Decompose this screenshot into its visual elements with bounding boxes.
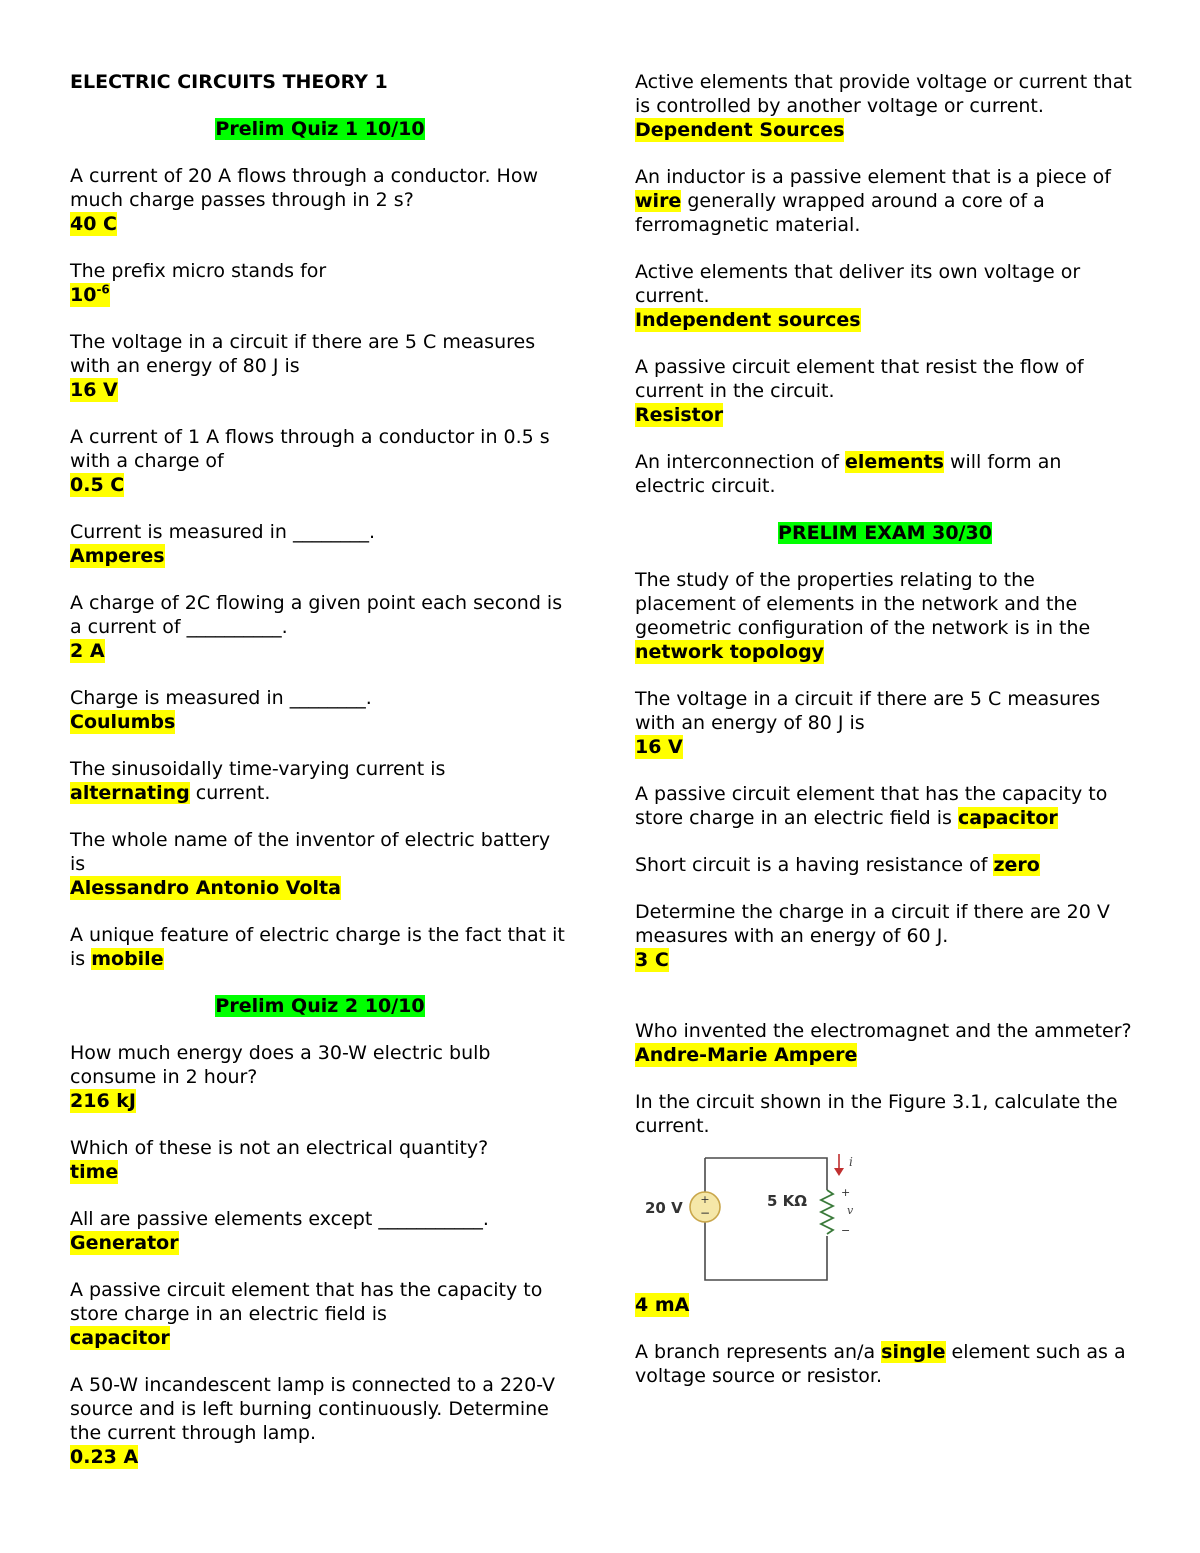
question-text: Active elements that deliver its own voltage or current. xyxy=(635,261,1081,307)
answer xyxy=(70,283,110,307)
question-block xyxy=(635,782,1135,830)
question-block xyxy=(635,853,1135,877)
question-block xyxy=(70,1136,570,1184)
question-text-tail: will form an electric circuit. xyxy=(635,451,1062,497)
answer: 216 kJ xyxy=(70,1090,136,1112)
question-text: Which of these is not an electrical quantity? xyxy=(70,1137,489,1159)
resistor-minus: − xyxy=(841,1224,851,1237)
question-text: An interconnection of xyxy=(635,451,846,473)
question-text: Active elements that provide voltage or current that is controlled by another voltage or current. xyxy=(635,71,1132,117)
question-block xyxy=(70,757,570,805)
question-text: How much energy does a 30-W electric bulb consume in 2 hour? xyxy=(70,1042,491,1088)
question-block xyxy=(70,1041,570,1113)
spacer xyxy=(635,995,1135,1019)
question-text: An inductor is a passive element that is a piece of xyxy=(635,166,1111,188)
answer: Generator xyxy=(70,1232,179,1254)
question-block xyxy=(635,687,1135,759)
arrowhead-icon xyxy=(834,1168,844,1176)
section-heading-quiz1: Prelim Quiz 1 10/10 xyxy=(215,118,425,140)
question-block xyxy=(635,70,1135,142)
question-text: A charge of 2C flowing a given point each second is a current of __________. xyxy=(70,592,563,638)
question-text: All are passive elements except ___________. xyxy=(70,1208,489,1230)
question-text-tail: generally wrapped around a core of a ferromagnetic material. xyxy=(635,190,1045,236)
question-block xyxy=(70,1207,570,1255)
circuit-wire-bottom xyxy=(705,1222,827,1280)
question-block xyxy=(70,1373,570,1469)
question-block xyxy=(635,900,1135,972)
inline-answer: wire xyxy=(635,190,682,212)
answer: Andre-Marie Ampere xyxy=(635,1044,858,1066)
answer: 4 mA xyxy=(635,1294,690,1316)
answer: 0.23 A xyxy=(70,1446,139,1468)
document-title: ELECTRIC CIRCUITS THEORY 1 xyxy=(70,71,388,93)
question-block xyxy=(635,165,1135,237)
current-label: i xyxy=(849,1155,853,1169)
circuit-figure xyxy=(635,1148,875,1288)
question-block xyxy=(70,164,570,236)
question-block xyxy=(70,923,570,971)
answer: 40 C xyxy=(70,213,117,235)
answer: Alessandro Antonio Volta xyxy=(70,877,341,899)
question-block xyxy=(635,1090,1135,1138)
question-text: A passive circuit element that has the capacity to store charge in an electric field is xyxy=(70,1279,543,1325)
question-block xyxy=(635,1340,1135,1388)
question-text: The prefix micro stands for xyxy=(70,260,327,282)
question-text-tail: current. xyxy=(189,782,271,804)
question-text: A unique feature of electric charge is the fact that it is xyxy=(70,924,565,970)
question-block xyxy=(70,259,570,307)
question-text: In the circuit shown in the Figure 3.1, calculate the current. xyxy=(635,1091,1118,1137)
question-text: Current is measured in ________. xyxy=(70,521,375,543)
question-text-tail: element such as a voltage source or resistor. xyxy=(635,1341,1126,1387)
source-minus: − xyxy=(699,1206,711,1220)
answer: Coulumbs xyxy=(70,711,176,733)
question-block xyxy=(70,686,570,734)
resistor-icon xyxy=(821,1190,833,1234)
question-block xyxy=(635,260,1135,332)
answer: Independent sources xyxy=(635,309,861,331)
inline-answer: alternating xyxy=(70,782,190,804)
circuit-diagram xyxy=(635,1148,875,1288)
question-block xyxy=(70,591,570,663)
question-text: The whole name of the inventor of electric battery is xyxy=(70,829,551,875)
inline-answer: single xyxy=(881,1341,946,1363)
answer-exponent: -6 xyxy=(96,282,110,297)
question-block xyxy=(70,425,570,497)
question-block xyxy=(635,568,1135,664)
question-block xyxy=(635,450,1135,498)
question-text: Charge is measured in ________. xyxy=(70,687,372,709)
question-text: A passive circuit element that has the capacity to store charge in an electric field is xyxy=(635,783,1108,829)
question-block xyxy=(70,330,570,402)
answer: 2 A xyxy=(70,640,105,662)
question-text: A branch represents an/a xyxy=(635,1341,882,1363)
answer: time xyxy=(70,1161,119,1183)
resistor-label: 5 KΩ xyxy=(767,1192,808,1210)
answer: Amperes xyxy=(70,545,165,567)
question-block xyxy=(70,1278,570,1350)
question-block xyxy=(70,828,570,900)
question-block xyxy=(635,1293,1135,1317)
source-label: 20 V xyxy=(645,1199,683,1217)
resistor-plus: + xyxy=(841,1186,851,1199)
answer: 16 V xyxy=(635,736,683,758)
answer: network topology xyxy=(635,641,825,663)
question-text: Who invented the electromagnet and the ammeter? xyxy=(635,1020,1132,1042)
answer: 0.5 C xyxy=(70,474,125,496)
question-text: The sinusoidally time-varying current is xyxy=(70,758,446,780)
answer: Resistor xyxy=(635,404,724,426)
question-block xyxy=(70,520,570,568)
question-text: Short circuit is a having resistance of xyxy=(635,854,994,876)
question-text: The voltage in a circuit if there are 5 C measures with an energy of 80 J is xyxy=(635,688,1101,734)
inline-answer: zero xyxy=(993,854,1040,876)
answer: Dependent Sources xyxy=(635,119,845,141)
circuit-wire-top xyxy=(705,1158,827,1190)
section-heading-quiz2: Prelim Quiz 2 10/10 xyxy=(215,995,425,1017)
voltage-label: v xyxy=(847,1204,854,1217)
section-heading-exam: PRELIM EXAM 30/30 xyxy=(778,522,992,544)
question-text: The voltage in a circuit if there are 5 C measures with an energy of 80 J is xyxy=(70,331,536,377)
answer: capacitor xyxy=(70,1327,170,1349)
answer-base: 10 xyxy=(70,284,97,306)
inline-answer: elements xyxy=(845,451,944,473)
question-text: A current of 1 A flows through a conductor in 0.5 s with a charge of xyxy=(70,426,550,472)
left-column xyxy=(70,70,570,1492)
source-plus: + xyxy=(700,1193,710,1206)
question-text: A current of 20 A flows through a conductor. How much charge passes through in 2 s? xyxy=(70,165,539,211)
question-text: A 50-W incandescent lamp is connected to a 220-V source and is left burning continuously. Determine the current through lamp. xyxy=(70,1374,555,1444)
right-column xyxy=(635,70,1135,1411)
question-block xyxy=(635,1019,1135,1067)
question-text: The study of the properties relating to the placement of elements in the network and the geometric configuration of the network is in the xyxy=(635,569,1091,639)
question-text: A passive circuit element that resist the flow of current in the circuit. xyxy=(635,356,1084,402)
answer: 16 V xyxy=(70,379,118,401)
question-text: Determine the charge in a circuit if there are 20 V measures with an energy of 60 J. xyxy=(635,901,1110,947)
question-block xyxy=(635,355,1135,427)
inline-answer: mobile xyxy=(91,948,164,970)
answer: 3 C xyxy=(635,949,669,971)
inline-answer: capacitor xyxy=(957,807,1058,829)
